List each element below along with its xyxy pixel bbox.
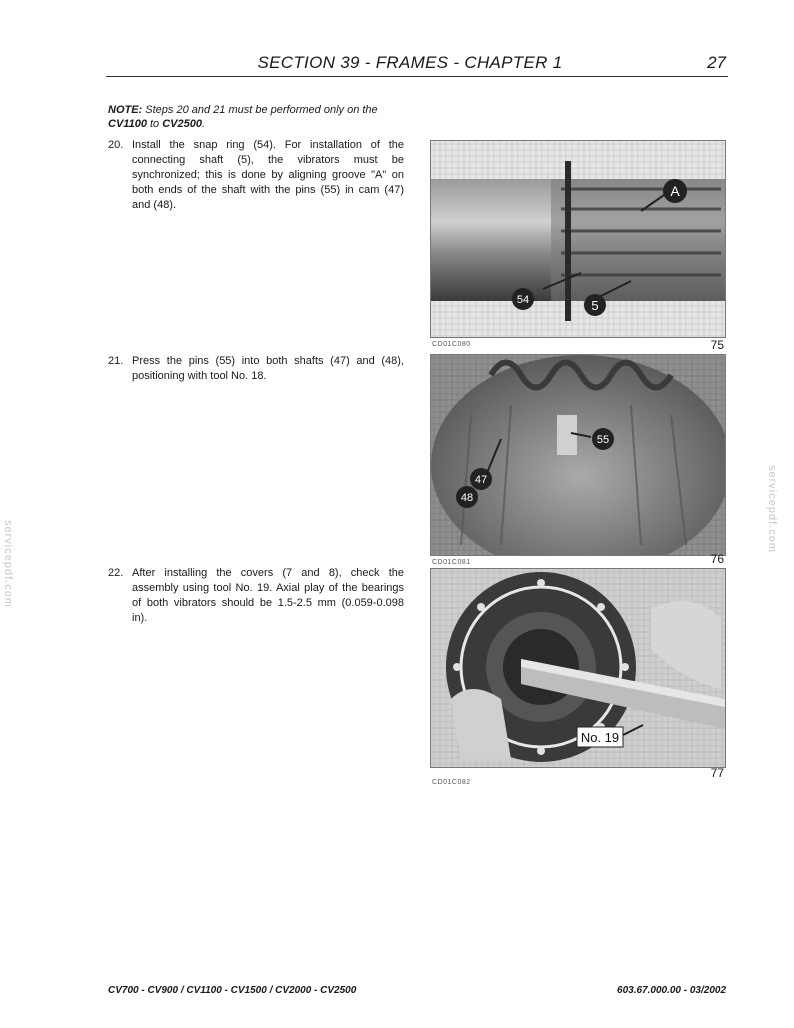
figure-77-photo bbox=[430, 568, 726, 768]
figure-75-photo bbox=[430, 140, 726, 338]
step-20 bbox=[108, 138, 404, 213]
step-text: Install the snap ring (54). For installation of the connecting shaft (5), the vibrators must be synchronized; this is done by aligning groove "A" on both ends of the shaft with the pins (55) in cam (47) and (48). bbox=[132, 139, 404, 211]
note-text: Steps 20 and 21 must be performed only on the bbox=[142, 104, 378, 116]
callout-48-label: 48 bbox=[460, 492, 474, 504]
step-text: After installing the covers (7 and 8), check the assembly using tool No. 19. Axial play of the bearings of both vibrators should be 1.5-2.5 mm (0.059-0.098 in). bbox=[132, 567, 404, 624]
callout-55-label: 55 bbox=[596, 434, 610, 446]
callout-55 bbox=[592, 428, 614, 450]
footer-models: CV700 - CV900 / CV1100 - CV1500 / CV2000 - CV2500 bbox=[108, 985, 357, 996]
figure-76-photo bbox=[430, 354, 726, 556]
watermark-right: servicepdf.com bbox=[766, 465, 778, 553]
note-model-to: CV2500 bbox=[162, 118, 202, 130]
callout-5-label: 5 bbox=[591, 298, 599, 313]
watermark-left: servicepdf.com bbox=[2, 520, 14, 608]
callout-48 bbox=[456, 486, 478, 508]
callout-a-label: A bbox=[670, 183, 680, 199]
callout-5 bbox=[584, 294, 606, 316]
note-label: NOTE: bbox=[108, 104, 143, 116]
note-model-from: CV1100 bbox=[108, 118, 147, 130]
note-to-word: to bbox=[146, 118, 163, 130]
figure-75-number: 75 bbox=[710, 338, 724, 352]
footer-doc-number: 603.67.000.00 - 03/2002 bbox=[617, 985, 726, 996]
callout-no-19: No. 19 bbox=[580, 730, 620, 745]
header-rule bbox=[106, 76, 728, 77]
step-22 bbox=[108, 566, 404, 626]
figure-76-code: CD01C081 bbox=[432, 559, 471, 566]
note-end: . bbox=[202, 118, 206, 130]
figure-77-number: 77 bbox=[710, 766, 724, 780]
step-number: 20. bbox=[108, 139, 124, 151]
figure-77-code: CD01C082 bbox=[432, 779, 471, 786]
page-number: 27 bbox=[707, 53, 726, 72]
callout-54-label: 54 bbox=[516, 294, 530, 306]
step-text: Press the pins (55) into both shafts (47) and (48), positioning with tool No. 18. bbox=[132, 355, 404, 382]
page-header-title: SECTION 39 - FRAMES - CHAPTER 1 bbox=[257, 53, 563, 72]
step-21 bbox=[108, 354, 404, 384]
step-number: 22. bbox=[108, 567, 124, 579]
callout-a bbox=[663, 179, 687, 203]
note bbox=[108, 103, 408, 131]
callout-54 bbox=[512, 288, 534, 310]
callout-47 bbox=[470, 468, 492, 490]
callout-47-label: 47 bbox=[474, 474, 488, 486]
figure-76-number: 76 bbox=[710, 552, 724, 566]
step-number: 21. bbox=[108, 355, 124, 367]
figure-75-code: CD01C080 bbox=[432, 341, 471, 348]
